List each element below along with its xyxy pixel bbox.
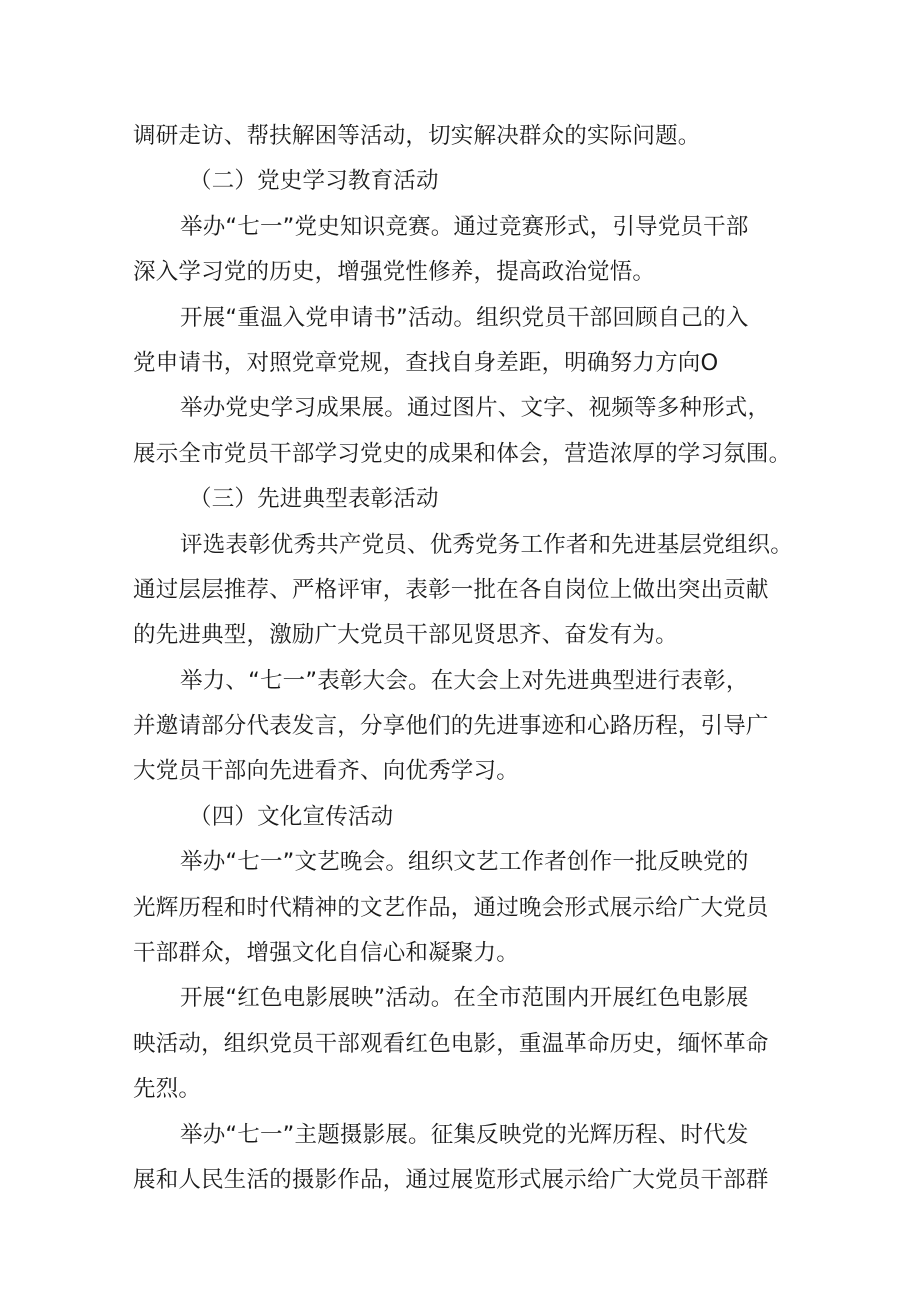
paragraph-line: 开展“红色电影展映”活动。在全市范围内开展红色电影展 [180, 985, 749, 1012]
paragraph-line: 展和人民生活的摄影作品，通过展览形式展示给广大党员干部群 [133, 1166, 769, 1193]
paragraph-line: 通过层层推荐、严格评审，表彰一批在各自岗位上做出突出贡献 [133, 576, 769, 603]
document-body [133, 114, 793, 1203]
paragraph-line: 举办“七一”主题摄影展。征集反映党的光辉历程、时代发 [180, 1121, 749, 1148]
paragraph-line: 党申请书，对照党章党规，查找自身差距，明确努力方向O [133, 349, 719, 376]
paragraph-line: 举办党史学习成果展。通过图片、文字、视频等多种形式， [180, 395, 771, 422]
paragraph-line: 举力、“七一”表彰大会。在大会上对先进典型进行表彰， [180, 667, 749, 694]
paragraph-line: 并邀请部分代表发言，分享他们的先进事迹和心路历程，引导广 [133, 713, 769, 740]
paragraph-line: 先烈。 [133, 1076, 202, 1103]
paragraph-line: 干部群众，增强文化自信心和凝聚力。 [133, 940, 519, 967]
paragraph-line: 光辉历程和时代精神的文艺作品，通过晚会形式展示给广大党员 [133, 894, 769, 921]
paragraph-line: 调研走访、帮扶解困等活动，切实解决群众的实际问题。 [133, 123, 701, 149]
section-heading: （二）党史学习教育活动 [189, 168, 439, 195]
paragraph-line: 评选表彰优秀共产党员、优秀党务工作者和先进基层党组织。 [180, 531, 793, 558]
paragraph-line: 的先进典型，激励广大党员干部见贤思齐、奋发有为。 [133, 622, 678, 649]
section-heading: （三）先进典型表彰活动 [189, 486, 439, 513]
paragraph-line: 举办“七一”文艺晚会。组织文艺工作者创作一批反映党的 [180, 849, 749, 876]
paragraph-line: 深入学习党的历史，增强党性修养，提高政治觉悟。 [133, 259, 656, 286]
section-heading: （四）文化宣传活动 [189, 803, 394, 830]
paragraph-line: 举办“七一”党史知识竞赛。通过竞赛形式，引导党员干部 [180, 213, 749, 240]
paragraph-line: 映活动，组织党员干部观看红色电影，重温革命历史，缅怀革命 [133, 1030, 769, 1057]
paragraph-line: 开展“重温入党申请书”活动。组织党员干部回顾自己的入 [180, 304, 749, 331]
paragraph-line: 大党员干部向先进看齐、向优秀学习。 [133, 758, 519, 785]
paragraph-line: 展示全市党员干部学习党史的成果和体会，营造浓厚的学习氛围。 [133, 440, 792, 467]
